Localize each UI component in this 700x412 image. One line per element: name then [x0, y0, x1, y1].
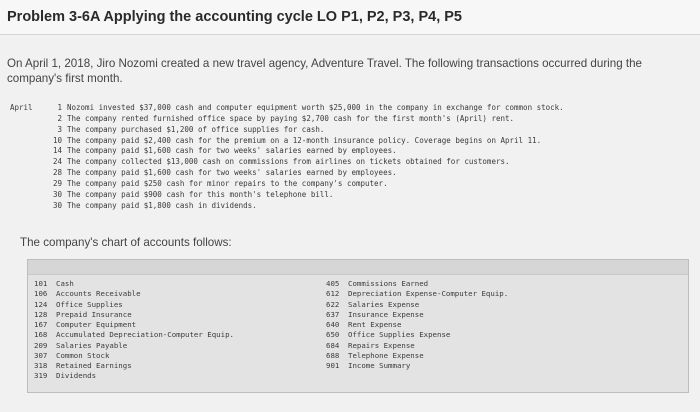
account-number: 106: [34, 289, 48, 299]
transaction-text: The company rented furnished office space by paying $2,700 cash for the first month's (April) rent.: [67, 113, 515, 123]
problem-header: [0, 0, 700, 35]
transaction-row: [10, 103, 700, 114]
account-row: [326, 289, 508, 299]
account-row: [326, 310, 508, 320]
account-name: Office Supplies Expense: [348, 330, 451, 340]
transaction-row: [10, 146, 700, 157]
account-name: Rent Expense: [348, 320, 402, 329]
account-number: 622: [326, 299, 340, 309]
account-name: Depreciation Expense-Computer Equip.: [348, 289, 509, 299]
account-name: Salaries Payable: [56, 340, 128, 350]
transactions-list: [10, 103, 700, 211]
chart-of-accounts-intro: The company's chart of accounts follows:: [20, 236, 232, 249]
account-row: [34, 300, 234, 310]
transaction-month: [10, 125, 48, 136]
transaction-row: [10, 125, 700, 136]
table-header-band: [28, 260, 688, 275]
transaction-text: The company paid $1,800 cash in dividends.: [67, 200, 257, 210]
transaction-day: 29: [52, 178, 62, 188]
chart-of-accounts-table: [27, 259, 689, 393]
transaction-month: [10, 190, 48, 201]
account-number: 640: [326, 320, 340, 329]
transaction-day: 1: [57, 103, 62, 112]
account-number: 901: [326, 361, 340, 370]
transaction-row: [10, 179, 700, 190]
transaction-month: [10, 201, 48, 212]
account-name: Office Supplies: [56, 299, 123, 309]
account-row: [326, 320, 508, 330]
transaction-month: [10, 136, 48, 147]
transaction-day: 30: [52, 189, 62, 199]
account-row: [326, 341, 508, 351]
account-name: Salaries Expense: [348, 299, 420, 309]
transaction-text: The company purchased $1,200 of office supplies for cash.: [67, 124, 325, 134]
account-name: Accounts Receivable: [56, 289, 141, 299]
transaction-row: [10, 136, 700, 147]
account-row: [34, 351, 234, 361]
accounts-column-right: [326, 279, 508, 371]
account-row: [34, 371, 234, 381]
account-name: Insurance Expense: [348, 309, 424, 319]
account-number: 650: [326, 330, 340, 340]
transaction-text: Nozomi invested $37,000 cash and computer equipment worth $25,000 in the company in exchange for common stock.: [67, 103, 564, 112]
account-number: 307: [34, 350, 48, 360]
account-name: Cash: [56, 279, 74, 288]
account-name: Telephone Expense: [348, 350, 424, 360]
account-name: Repairs Expense: [348, 340, 415, 350]
transaction-month: [10, 157, 48, 168]
account-name: Dividends: [56, 371, 97, 381]
account-name: Accumulated Depreciation-Computer Equip.: [56, 330, 234, 340]
transaction-month: [10, 146, 48, 157]
account-number: 101: [34, 279, 48, 288]
account-row: [34, 310, 234, 320]
account-number: 612: [326, 289, 340, 299]
transaction-row: [10, 157, 700, 168]
account-number: 319: [34, 371, 48, 381]
transaction-row: [10, 201, 700, 212]
account-row: [326, 351, 508, 361]
account-row: [326, 330, 508, 340]
account-name: Income Summary: [348, 361, 411, 370]
transaction-row: [10, 168, 700, 179]
problem-intro: On April 1, 2018, Jiro Nozomi created a new travel agency, Adventure Travel. The following transactions occurred during the company's first month.: [7, 57, 642, 85]
transaction-day: 28: [52, 168, 62, 178]
account-name: Commissions Earned: [348, 279, 429, 288]
account-number: 684: [326, 340, 340, 350]
transaction-text: The company paid $900 cash for this month's telephone bill.: [67, 189, 334, 199]
account-row: [326, 361, 508, 371]
transaction-day: 10: [52, 135, 62, 145]
account-row: [34, 361, 234, 371]
transaction-day: 2: [57, 113, 62, 123]
account-number: 128: [34, 309, 48, 319]
account-number: 637: [326, 309, 340, 319]
transaction-day: 14: [52, 146, 62, 156]
account-number: 318: [34, 361, 48, 370]
transaction-month: [10, 168, 48, 179]
account-row: [34, 320, 234, 330]
account-row: [34, 289, 234, 299]
transaction-month: April: [10, 103, 33, 112]
account-number: 209: [34, 340, 48, 350]
transaction-text: The company paid $1,600 cash for two weeks' salaries earned by employees.: [67, 168, 397, 178]
account-row: [34, 341, 234, 351]
account-number: 167: [34, 320, 48, 329]
account-name: Computer Equipment: [56, 320, 137, 329]
transaction-row: [10, 190, 700, 201]
account-name: Prepaid Insurance: [56, 309, 132, 319]
account-row: [34, 279, 234, 289]
transaction-text: The company paid $1,600 cash for two weeks' salaries earned by employees.: [67, 146, 397, 156]
accounts-column-left: [34, 279, 234, 382]
account-name: Retained Earnings: [56, 361, 132, 370]
transaction-text: The company paid $250 cash for minor repairs to the company's computer.: [67, 178, 388, 188]
account-row: [326, 300, 508, 310]
transaction-month: [10, 114, 48, 125]
account-row: [326, 279, 508, 289]
account-number: 124: [34, 299, 48, 309]
transaction-text: The company collected $13,000 cash on commissions from airlines on tickets obtained for customers.: [67, 157, 510, 167]
problem-title: Problem 3-6A Applying the accounting cycle LO P1, P2, P3, P4, P5: [7, 9, 463, 25]
account-name: Common Stock: [56, 350, 110, 360]
account-row: [34, 330, 234, 340]
transaction-day: 3: [57, 124, 62, 134]
transaction-row: [10, 114, 700, 125]
account-number: 688: [326, 350, 340, 360]
account-number: 168: [34, 330, 48, 340]
transaction-day: 24: [52, 157, 62, 167]
transaction-text: The company paid $2,400 cash for the premium on a 12-month insurance policy. Coverage begins on April 11.: [67, 135, 542, 145]
account-number: 405: [326, 279, 340, 288]
transaction-day: 30: [52, 200, 62, 210]
transaction-month: [10, 179, 48, 190]
